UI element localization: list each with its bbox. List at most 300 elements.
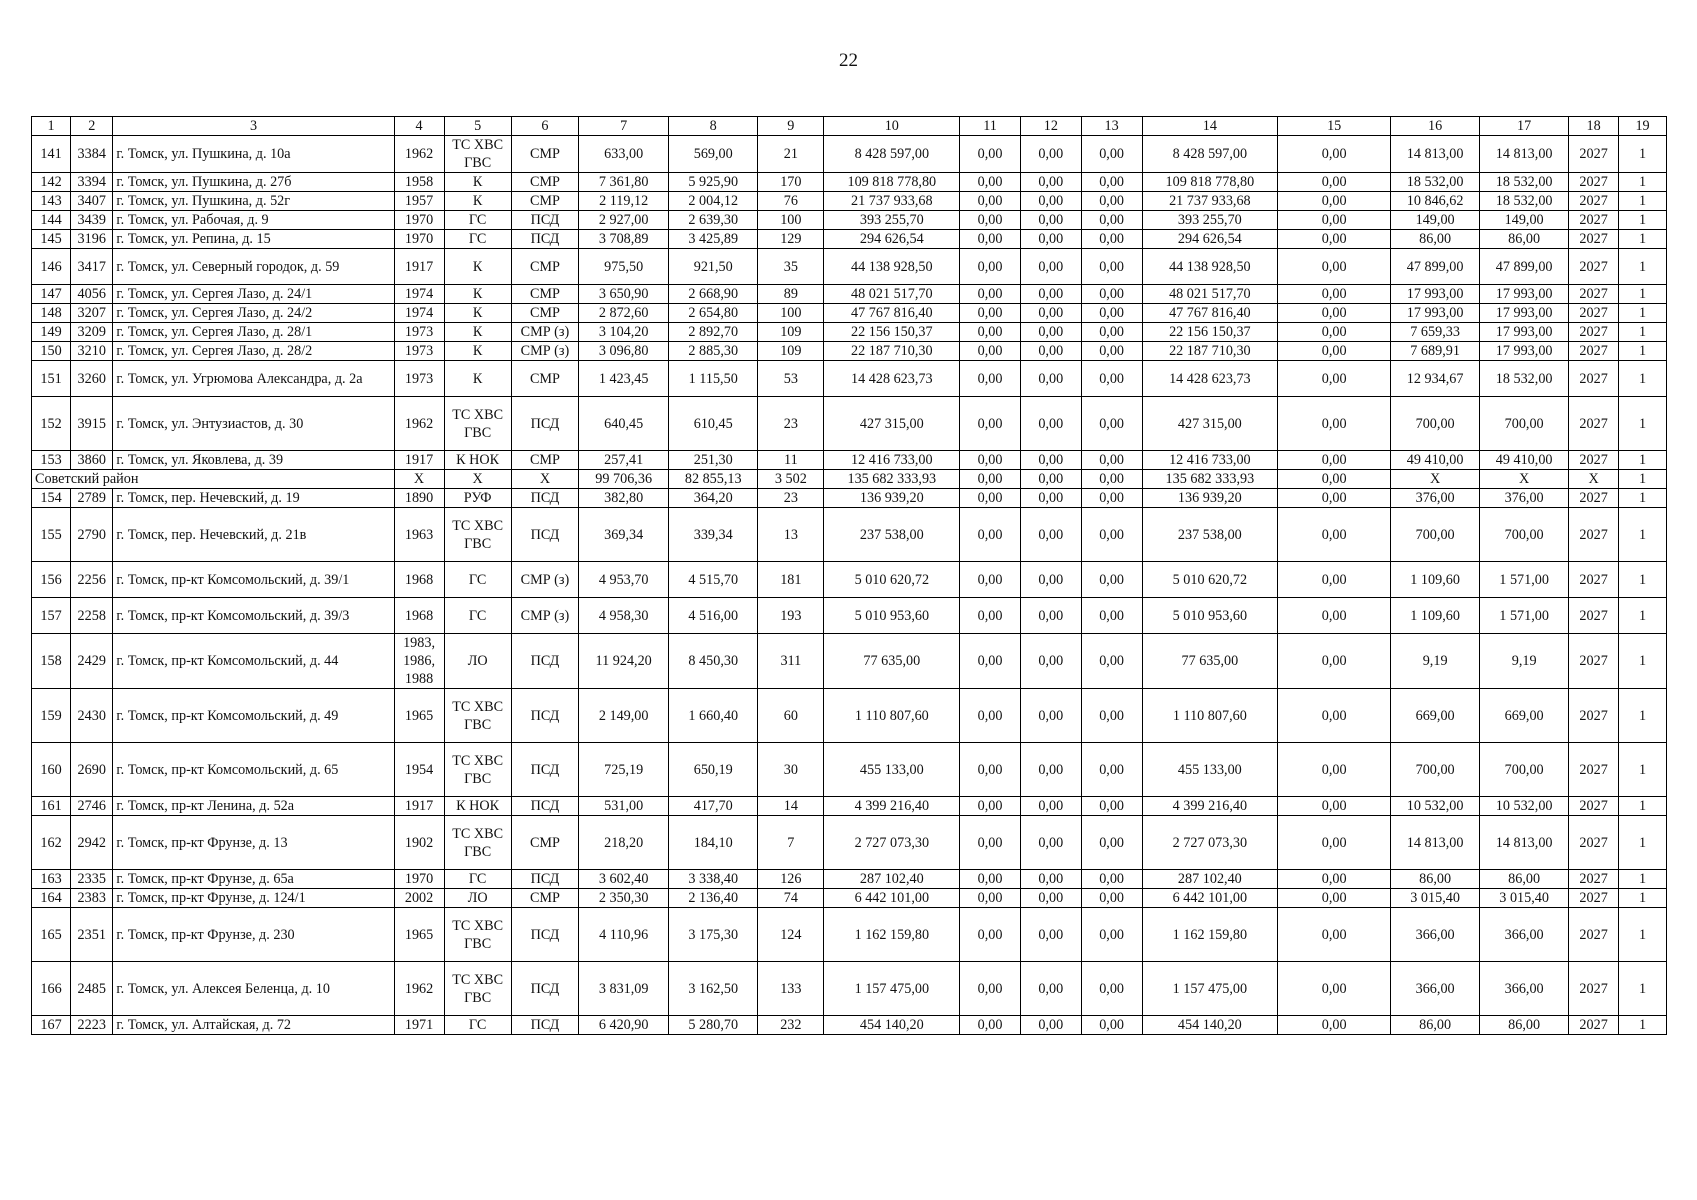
table-cell: 0,00 bbox=[1081, 304, 1142, 323]
table-row bbox=[32, 397, 1667, 451]
table-cell: 0,00 bbox=[1081, 562, 1142, 598]
address-cell: г. Томск, ул. Сергея Лазо, д. 24/1 bbox=[113, 285, 394, 304]
table-cell: СМР bbox=[511, 304, 578, 323]
table-cell: 141 bbox=[32, 136, 71, 173]
table-cell: 22 187 710,30 bbox=[824, 342, 960, 361]
table-cell: 0,00 bbox=[1278, 173, 1391, 192]
table-cell: 3439 bbox=[71, 211, 113, 230]
table-cell: 218,20 bbox=[579, 816, 669, 870]
district-subtotal-row bbox=[32, 470, 1667, 489]
table-cell: 700,00 bbox=[1480, 743, 1569, 797]
table-cell: 257,41 bbox=[579, 451, 669, 470]
table-cell: 0,00 bbox=[960, 451, 1021, 470]
table-cell: 3 096,80 bbox=[579, 342, 669, 361]
table-cell: 3384 bbox=[71, 136, 113, 173]
table-row bbox=[32, 962, 1667, 1016]
address-cell: г. Томск, ул. Яковлева, д. 39 bbox=[113, 451, 394, 470]
table-cell: 2027 bbox=[1569, 342, 1619, 361]
table-cell: 17 993,00 bbox=[1480, 323, 1569, 342]
table-cell: ТС ХВС ГВС bbox=[444, 743, 511, 797]
table-cell: 0,00 bbox=[1020, 962, 1081, 1016]
table-cell: 1974 bbox=[394, 285, 444, 304]
table-row bbox=[32, 508, 1667, 562]
table-cell: 1954 bbox=[394, 743, 444, 797]
table-cell: 2027 bbox=[1569, 598, 1619, 634]
table-cell: 5 010 620,72 bbox=[824, 562, 960, 598]
table-cell: 1983, 1986, 1988 bbox=[394, 634, 444, 689]
table-cell: 170 bbox=[758, 173, 824, 192]
table-cell: 0,00 bbox=[1020, 634, 1081, 689]
table-cell: 77 635,00 bbox=[1142, 634, 1278, 689]
table-cell: ГС bbox=[444, 598, 511, 634]
table-cell: 165 bbox=[32, 908, 71, 962]
table-cell: 1 bbox=[1619, 562, 1667, 598]
column-number: 12 bbox=[1020, 117, 1081, 136]
table-cell: 3 602,40 bbox=[579, 870, 669, 889]
table-cell: 35 bbox=[758, 249, 824, 285]
table-cell: 14 813,00 bbox=[1480, 816, 1569, 870]
table-row bbox=[32, 192, 1667, 211]
table-cell: 0,00 bbox=[1278, 304, 1391, 323]
table-cell: 18 532,00 bbox=[1480, 173, 1569, 192]
table-cell: 2 119,12 bbox=[579, 192, 669, 211]
table-cell: 1970 bbox=[394, 230, 444, 249]
table-cell: 1 bbox=[1619, 508, 1667, 562]
table-cell: К bbox=[444, 361, 511, 397]
column-number-row bbox=[32, 117, 1667, 136]
table-cell: 109 bbox=[758, 323, 824, 342]
table-cell: 1 bbox=[1619, 908, 1667, 962]
table-cell: 2690 bbox=[71, 743, 113, 797]
table-cell: 86,00 bbox=[1480, 1016, 1569, 1035]
table-cell: 2027 bbox=[1569, 173, 1619, 192]
table-cell: 0,00 bbox=[960, 192, 1021, 211]
column-number: 19 bbox=[1619, 117, 1667, 136]
table-cell: 2027 bbox=[1569, 230, 1619, 249]
table-cell: 0,00 bbox=[1081, 211, 1142, 230]
table-cell: 44 138 928,50 bbox=[824, 249, 960, 285]
column-number: 6 bbox=[511, 117, 578, 136]
table-cell: 0,00 bbox=[1081, 451, 1142, 470]
table-cell: 2027 bbox=[1569, 743, 1619, 797]
table-cell: 237 538,00 bbox=[824, 508, 960, 562]
table-cell: 1968 bbox=[394, 598, 444, 634]
table-cell: 1 109,60 bbox=[1391, 598, 1480, 634]
table-cell: К bbox=[444, 342, 511, 361]
table-cell: 0,00 bbox=[1081, 598, 1142, 634]
table-cell: 7 689,91 bbox=[1391, 342, 1480, 361]
table-cell: ГС bbox=[444, 1016, 511, 1035]
table-cell: 0,00 bbox=[1081, 192, 1142, 211]
table-cell: 17 993,00 bbox=[1391, 304, 1480, 323]
table-cell: 2383 bbox=[71, 889, 113, 908]
column-number: 7 bbox=[579, 117, 669, 136]
table-cell: 0,00 bbox=[960, 562, 1021, 598]
table-cell: СМР bbox=[511, 173, 578, 192]
table-cell: 21 737 933,68 bbox=[824, 192, 960, 211]
table-cell: 7 659,33 bbox=[1391, 323, 1480, 342]
table-cell: ПСД bbox=[511, 962, 578, 1016]
table-cell: 3260 bbox=[71, 361, 113, 397]
table-cell: 2027 bbox=[1569, 211, 1619, 230]
table-cell: 1 423,45 bbox=[579, 361, 669, 397]
table-cell: 1 bbox=[1619, 173, 1667, 192]
table-cell: ПСД bbox=[511, 797, 578, 816]
table-cell: 2027 bbox=[1569, 489, 1619, 508]
table-cell: 10 532,00 bbox=[1391, 797, 1480, 816]
table-cell: 144 bbox=[32, 211, 71, 230]
table-cell: 3 425,89 bbox=[669, 230, 758, 249]
table-cell: ПСД bbox=[511, 689, 578, 743]
table-cell: 11 bbox=[758, 451, 824, 470]
table-cell: СМР bbox=[511, 361, 578, 397]
table-cell: 0,00 bbox=[1278, 598, 1391, 634]
table-cell: 455 133,00 bbox=[1142, 743, 1278, 797]
table-cell: 1973 bbox=[394, 361, 444, 397]
table-cell: 2027 bbox=[1569, 962, 1619, 1016]
table-cell: 3417 bbox=[71, 249, 113, 285]
table-cell: 164 bbox=[32, 889, 71, 908]
table-cell: СМР bbox=[511, 285, 578, 304]
table-cell: 1 162 159,80 bbox=[1142, 908, 1278, 962]
table-cell: 0,00 bbox=[1081, 361, 1142, 397]
table-cell: X bbox=[1391, 470, 1480, 489]
table-cell: 0,00 bbox=[960, 489, 1021, 508]
table-cell: 0,00 bbox=[1081, 962, 1142, 1016]
table-cell: 30 bbox=[758, 743, 824, 797]
table-cell: 3 175,30 bbox=[669, 908, 758, 962]
table-cell: 2 004,12 bbox=[669, 192, 758, 211]
table-cell: К bbox=[444, 285, 511, 304]
housing-repair-table bbox=[31, 116, 1667, 1035]
column-number: 2 bbox=[71, 117, 113, 136]
table-cell: 0,00 bbox=[1020, 304, 1081, 323]
table-cell: 1 115,50 bbox=[669, 361, 758, 397]
table-cell: 4 399 216,40 bbox=[824, 797, 960, 816]
table-cell: 0,00 bbox=[1081, 173, 1142, 192]
table-cell: 2 654,80 bbox=[669, 304, 758, 323]
table-cell: 376,00 bbox=[1391, 489, 1480, 508]
table-cell: 0,00 bbox=[1278, 562, 1391, 598]
table-cell: 0,00 bbox=[1081, 230, 1142, 249]
column-number: 15 bbox=[1278, 117, 1391, 136]
table-cell: 0,00 bbox=[1020, 451, 1081, 470]
table-cell: 1 157 475,00 bbox=[824, 962, 960, 1016]
table-cell: 2002 bbox=[394, 889, 444, 908]
table-cell: 145 bbox=[32, 230, 71, 249]
column-number: 9 bbox=[758, 117, 824, 136]
column-number: 13 bbox=[1081, 117, 1142, 136]
table-cell: 0,00 bbox=[1020, 230, 1081, 249]
table-cell: 0,00 bbox=[1278, 689, 1391, 743]
table-row bbox=[32, 908, 1667, 962]
table-cell: 0,00 bbox=[960, 634, 1021, 689]
table-cell: К bbox=[444, 192, 511, 211]
table-cell: 6 442 101,00 bbox=[824, 889, 960, 908]
table-cell: 1965 bbox=[394, 689, 444, 743]
table-cell: 0,00 bbox=[1278, 889, 1391, 908]
table-cell: 109 818 778,80 bbox=[1142, 173, 1278, 192]
table-cell: 2027 bbox=[1569, 634, 1619, 689]
table-cell: 0,00 bbox=[960, 743, 1021, 797]
table-cell: 0,00 bbox=[1081, 342, 1142, 361]
table-cell: 0,00 bbox=[960, 397, 1021, 451]
table-cell: 0,00 bbox=[960, 889, 1021, 908]
table-cell: 3407 bbox=[71, 192, 113, 211]
table-cell: К bbox=[444, 173, 511, 192]
table-cell: 3 650,90 bbox=[579, 285, 669, 304]
address-cell: г. Томск, ул. Пушкина, д. 27б bbox=[113, 173, 394, 192]
table-cell: 1970 bbox=[394, 211, 444, 230]
table-cell: ПСД bbox=[511, 870, 578, 889]
address-cell: г. Томск, ул. Репина, д. 15 bbox=[113, 230, 394, 249]
address-cell: г. Томск, пр-кт Фрунзе, д. 13 bbox=[113, 816, 394, 870]
table-cell: 99 706,36 bbox=[579, 470, 669, 489]
table-cell: 1973 bbox=[394, 342, 444, 361]
table-cell: 0,00 bbox=[960, 249, 1021, 285]
table-cell: 0,00 bbox=[1278, 1016, 1391, 1035]
table-cell: ТС ХВС ГВС bbox=[444, 816, 511, 870]
table-cell: 47 767 816,40 bbox=[1142, 304, 1278, 323]
table-cell: 0,00 bbox=[1020, 211, 1081, 230]
table-cell: 393 255,70 bbox=[1142, 211, 1278, 230]
table-cell: 454 140,20 bbox=[1142, 1016, 1278, 1035]
table-cell: К НОК bbox=[444, 451, 511, 470]
table-cell: X bbox=[394, 470, 444, 489]
table-cell: 0,00 bbox=[960, 689, 1021, 743]
table-cell: 135 682 333,93 bbox=[824, 470, 960, 489]
table-cell: 2429 bbox=[71, 634, 113, 689]
table-cell: 8 450,30 bbox=[669, 634, 758, 689]
table-cell: ЛО bbox=[444, 889, 511, 908]
table-cell: 184,10 bbox=[669, 816, 758, 870]
table-cell: 14 813,00 bbox=[1391, 136, 1480, 173]
table-cell: 2027 bbox=[1569, 451, 1619, 470]
table-row bbox=[32, 304, 1667, 323]
table-row bbox=[32, 136, 1667, 173]
table-cell: 0,00 bbox=[1278, 230, 1391, 249]
table-cell: 2 727 073,30 bbox=[1142, 816, 1278, 870]
table-cell: 531,00 bbox=[579, 797, 669, 816]
table-cell: 18 532,00 bbox=[1480, 361, 1569, 397]
table-cell: ГС bbox=[444, 870, 511, 889]
address-cell: г. Томск, ул. Сергея Лазо, д. 28/2 bbox=[113, 342, 394, 361]
table-cell: 1 bbox=[1619, 870, 1667, 889]
address-cell: г. Томск, пр-кт Комсомольский, д. 49 bbox=[113, 689, 394, 743]
column-number: 10 bbox=[824, 117, 960, 136]
table-cell: 147 bbox=[32, 285, 71, 304]
table-cell: 1 bbox=[1619, 689, 1667, 743]
table-cell: 1 bbox=[1619, 304, 1667, 323]
table-cell: 3209 bbox=[71, 323, 113, 342]
table-cell: 1 571,00 bbox=[1480, 562, 1569, 598]
table-cell: 2 885,30 bbox=[669, 342, 758, 361]
table-cell: 152 bbox=[32, 397, 71, 451]
address-cell: г. Томск, пр-кт Комсомольский, д. 44 bbox=[113, 634, 394, 689]
table-cell: 0,00 bbox=[1081, 870, 1142, 889]
table-cell: 2027 bbox=[1569, 562, 1619, 598]
table-cell: 640,45 bbox=[579, 397, 669, 451]
table-cell: 1 bbox=[1619, 489, 1667, 508]
table-cell: 10 532,00 bbox=[1480, 797, 1569, 816]
table-cell: СМР (з) bbox=[511, 562, 578, 598]
table-cell: 7 bbox=[758, 816, 824, 870]
table-cell: 18 532,00 bbox=[1480, 192, 1569, 211]
table-cell: 1 bbox=[1619, 797, 1667, 816]
table-cell: 22 156 150,37 bbox=[824, 323, 960, 342]
table-cell: 1 162 159,80 bbox=[824, 908, 960, 962]
table-cell: 2 350,30 bbox=[579, 889, 669, 908]
address-cell: г. Томск, пер. Нечевский, д. 21в bbox=[113, 508, 394, 562]
table-cell: 0,00 bbox=[1020, 1016, 1081, 1035]
table-cell: 53 bbox=[758, 361, 824, 397]
table-cell: 1917 bbox=[394, 451, 444, 470]
table-cell: 0,00 bbox=[1278, 192, 1391, 211]
table-cell: 0,00 bbox=[960, 230, 1021, 249]
table-cell: 100 bbox=[758, 211, 824, 230]
table-cell: 0,00 bbox=[1020, 470, 1081, 489]
table-cell: СМР bbox=[511, 451, 578, 470]
column-number: 18 bbox=[1569, 117, 1619, 136]
table-cell: 2027 bbox=[1569, 870, 1619, 889]
table-cell: 700,00 bbox=[1480, 508, 1569, 562]
table-cell: 725,19 bbox=[579, 743, 669, 797]
table-cell: 48 021 517,70 bbox=[824, 285, 960, 304]
table-cell: 0,00 bbox=[960, 816, 1021, 870]
table-cell: 166 bbox=[32, 962, 71, 1016]
table-cell: 0,00 bbox=[1081, 689, 1142, 743]
table-cell: 86,00 bbox=[1391, 870, 1480, 889]
table-cell: СМР bbox=[511, 816, 578, 870]
table-cell: 2027 bbox=[1569, 689, 1619, 743]
table-cell: 3 338,40 bbox=[669, 870, 758, 889]
table-cell: 49 410,00 bbox=[1391, 451, 1480, 470]
table-cell: 1957 bbox=[394, 192, 444, 211]
table-cell: 3 015,40 bbox=[1480, 889, 1569, 908]
table-cell: 669,00 bbox=[1480, 689, 1569, 743]
table-cell: 2351 bbox=[71, 908, 113, 962]
table-cell: 47 899,00 bbox=[1480, 249, 1569, 285]
table-cell: 0,00 bbox=[1020, 136, 1081, 173]
table-cell: СМР bbox=[511, 136, 578, 173]
table-cell: 1 bbox=[1619, 397, 1667, 451]
table-cell: 5 010 953,60 bbox=[1142, 598, 1278, 634]
table-cell: 1902 bbox=[394, 816, 444, 870]
table-cell: X bbox=[511, 470, 578, 489]
table-cell: ТС ХВС ГВС bbox=[444, 397, 511, 451]
table-cell: 2027 bbox=[1569, 304, 1619, 323]
table-cell: ГС bbox=[444, 230, 511, 249]
table-cell: 0,00 bbox=[960, 508, 1021, 562]
table-cell: 18 532,00 bbox=[1391, 173, 1480, 192]
table-cell: 0,00 bbox=[1081, 634, 1142, 689]
table-cell: 0,00 bbox=[960, 173, 1021, 192]
table-cell: ПСД bbox=[511, 211, 578, 230]
table-cell: 2256 bbox=[71, 562, 113, 598]
table-cell: 193 bbox=[758, 598, 824, 634]
address-cell: г. Томск, ул. Алексея Беленца, д. 10 bbox=[113, 962, 394, 1016]
table-cell: 2942 bbox=[71, 816, 113, 870]
address-cell: г. Томск, ул. Алтайская, д. 72 bbox=[113, 1016, 394, 1035]
table-cell: 14 813,00 bbox=[1391, 816, 1480, 870]
table-cell: 151 bbox=[32, 361, 71, 397]
table-cell: 12 934,67 bbox=[1391, 361, 1480, 397]
table-cell: 0,00 bbox=[1278, 342, 1391, 361]
table-row bbox=[32, 870, 1667, 889]
table-cell: 1958 bbox=[394, 173, 444, 192]
table-cell: 3210 bbox=[71, 342, 113, 361]
table-cell: 0,00 bbox=[1278, 249, 1391, 285]
table-cell: X bbox=[444, 470, 511, 489]
table-cell: 149,00 bbox=[1391, 211, 1480, 230]
table-row bbox=[32, 689, 1667, 743]
table-cell: 975,50 bbox=[579, 249, 669, 285]
table-cell: 2223 bbox=[71, 1016, 113, 1035]
table-cell: 136 939,20 bbox=[1142, 489, 1278, 508]
table-cell: 0,00 bbox=[1020, 908, 1081, 962]
table-cell: 1 bbox=[1619, 342, 1667, 361]
table-cell: 2027 bbox=[1569, 249, 1619, 285]
table-cell: 6 442 101,00 bbox=[1142, 889, 1278, 908]
column-number: 14 bbox=[1142, 117, 1278, 136]
table-row bbox=[32, 249, 1667, 285]
table-cell: 0,00 bbox=[1081, 397, 1142, 451]
table-cell: 3394 bbox=[71, 173, 113, 192]
table-cell: 12 416 733,00 bbox=[1142, 451, 1278, 470]
table-cell: 232 bbox=[758, 1016, 824, 1035]
table-cell: 86,00 bbox=[1391, 1016, 1480, 1035]
table-cell: 1 bbox=[1619, 634, 1667, 689]
table-cell: К bbox=[444, 249, 511, 285]
table-cell: 1890 bbox=[394, 489, 444, 508]
table-cell: 2430 bbox=[71, 689, 113, 743]
table-cell: 0,00 bbox=[1278, 323, 1391, 342]
table-cell: 2027 bbox=[1569, 361, 1619, 397]
table-cell: СМР (з) bbox=[511, 598, 578, 634]
table-cell: ГС bbox=[444, 211, 511, 230]
table-cell: 8 428 597,00 bbox=[1142, 136, 1278, 173]
table-cell: 1973 bbox=[394, 323, 444, 342]
table-cell: 921,50 bbox=[669, 249, 758, 285]
page-number: 22 bbox=[839, 50, 858, 71]
table-cell: 2027 bbox=[1569, 397, 1619, 451]
table-cell: 1 bbox=[1619, 230, 1667, 249]
address-cell: г. Томск, ул. Пушкина, д. 52г bbox=[113, 192, 394, 211]
column-number: 8 bbox=[669, 117, 758, 136]
table-cell: 427 315,00 bbox=[1142, 397, 1278, 451]
table-cell: 77 635,00 bbox=[824, 634, 960, 689]
table-cell: 0,00 bbox=[1278, 962, 1391, 1016]
table-cell: 3196 bbox=[71, 230, 113, 249]
table-cell: 0,00 bbox=[1278, 451, 1391, 470]
table-cell: 0,00 bbox=[1020, 173, 1081, 192]
table-cell: 1 bbox=[1619, 249, 1667, 285]
table-cell: 366,00 bbox=[1391, 962, 1480, 1016]
table-cell: 1 bbox=[1619, 1016, 1667, 1035]
table-cell: 2 136,40 bbox=[669, 889, 758, 908]
table-cell: 700,00 bbox=[1391, 743, 1480, 797]
address-cell: г. Томск, пр-кт Ленина, д. 52а bbox=[113, 797, 394, 816]
column-number: 11 bbox=[960, 117, 1021, 136]
table-cell: 157 bbox=[32, 598, 71, 634]
table-cell: 1 bbox=[1619, 136, 1667, 173]
table-cell: 124 bbox=[758, 908, 824, 962]
table-row bbox=[32, 342, 1667, 361]
table-cell: К bbox=[444, 323, 511, 342]
address-cell: г. Томск, ул. Пушкина, д. 10а bbox=[113, 136, 394, 173]
column-number: 1 bbox=[32, 117, 71, 136]
table-cell: 0,00 bbox=[1020, 508, 1081, 562]
